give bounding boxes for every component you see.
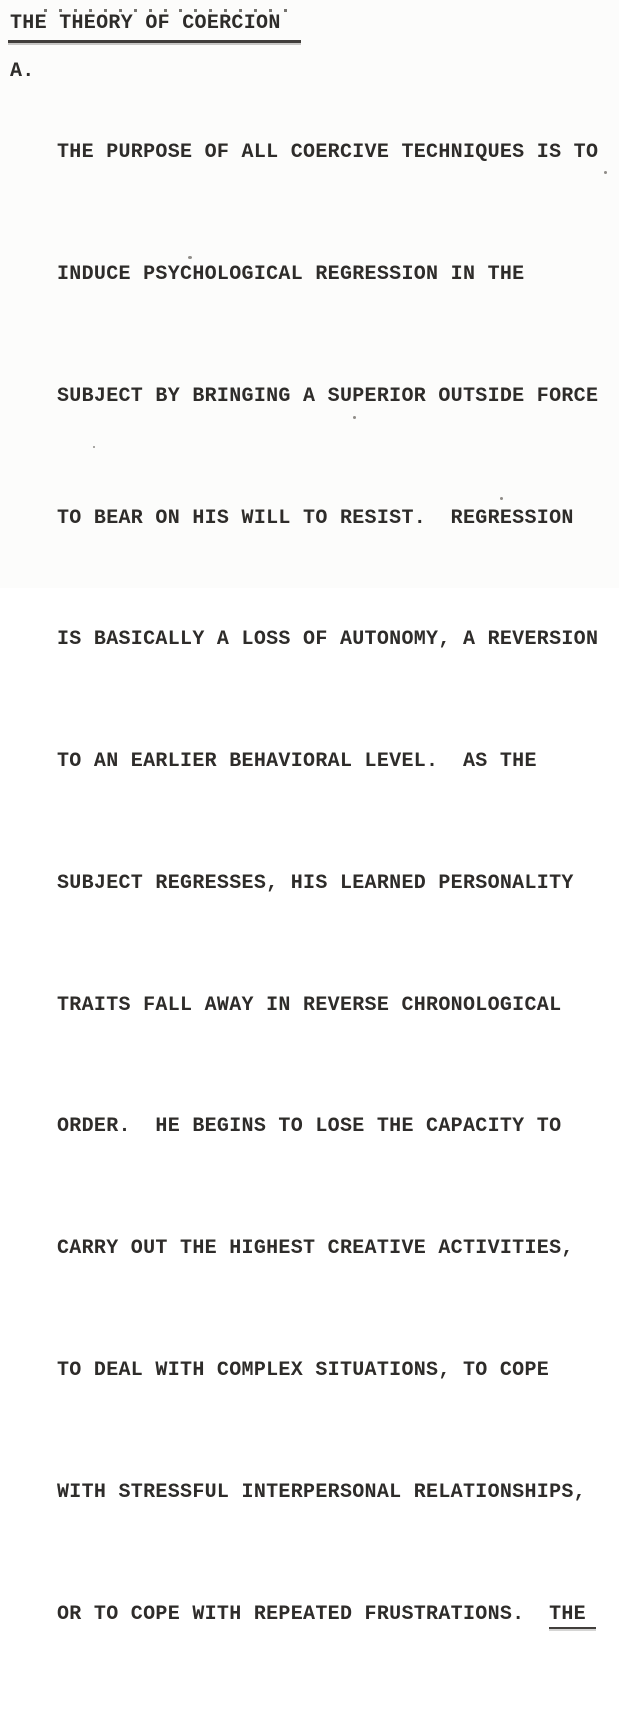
- paragraph: [57, 52, 598, 1716]
- body-line: WITH STRESSFUL INTERPERSONAL RELATIONSHIPS,: [57, 1480, 586, 1504]
- scan-speck: [500, 497, 503, 500]
- scan-speck: [604, 171, 607, 174]
- last-line-text: OR TO COPE WITH REPEATED FRUSTRATIONS.: [57, 1602, 550, 1626]
- body-line: SUBJECT REGRESSES, HIS LEARNED PERSONALITY: [57, 871, 574, 895]
- body-line-last: [57, 1595, 598, 1636]
- body-line: IS BASICALLY A LOSS OF AUTONOMY, A REVERSION: [57, 628, 599, 652]
- body-line: SUBJECT BY BRINGING A SUPERIOR OUTSIDE FORCE: [57, 384, 599, 408]
- scan-speck: [188, 256, 192, 259]
- body-line: INDUCE PSYCHOLOGICAL REGRESSION IN THE: [57, 262, 525, 286]
- section-marker: A.: [10, 60, 35, 83]
- underlined-word: THE: [549, 1603, 596, 1629]
- scan-speck: [93, 446, 95, 448]
- body-line: ORDER. HE BEGINS TO LOSE THE CAPACITY TO: [57, 1115, 562, 1139]
- scan-speck: [353, 416, 356, 419]
- document-heading: THE THEORY OF COERCION: [8, 12, 301, 43]
- body-line: CARRY OUT THE HIGHEST CREATIVE ACTIVITIES,: [57, 1237, 574, 1261]
- body-line: TO DEAL WITH COMPLEX SITUATIONS, TO COPE: [57, 1359, 550, 1382]
- body-line: TO AN EARLIER BEHAVIORAL LEVEL. AS THE: [57, 750, 537, 774]
- body-line: THE PURPOSE OF ALL COERCIVE TECHNIQUES IS TO: [57, 141, 599, 165]
- body-line: TRAITS FALL AWAY IN REVERSE CHRONOLOGICAL: [57, 993, 562, 1017]
- body-line: TO BEAR ON HIS WILL TO RESIST. REGRESSION: [57, 506, 574, 530]
